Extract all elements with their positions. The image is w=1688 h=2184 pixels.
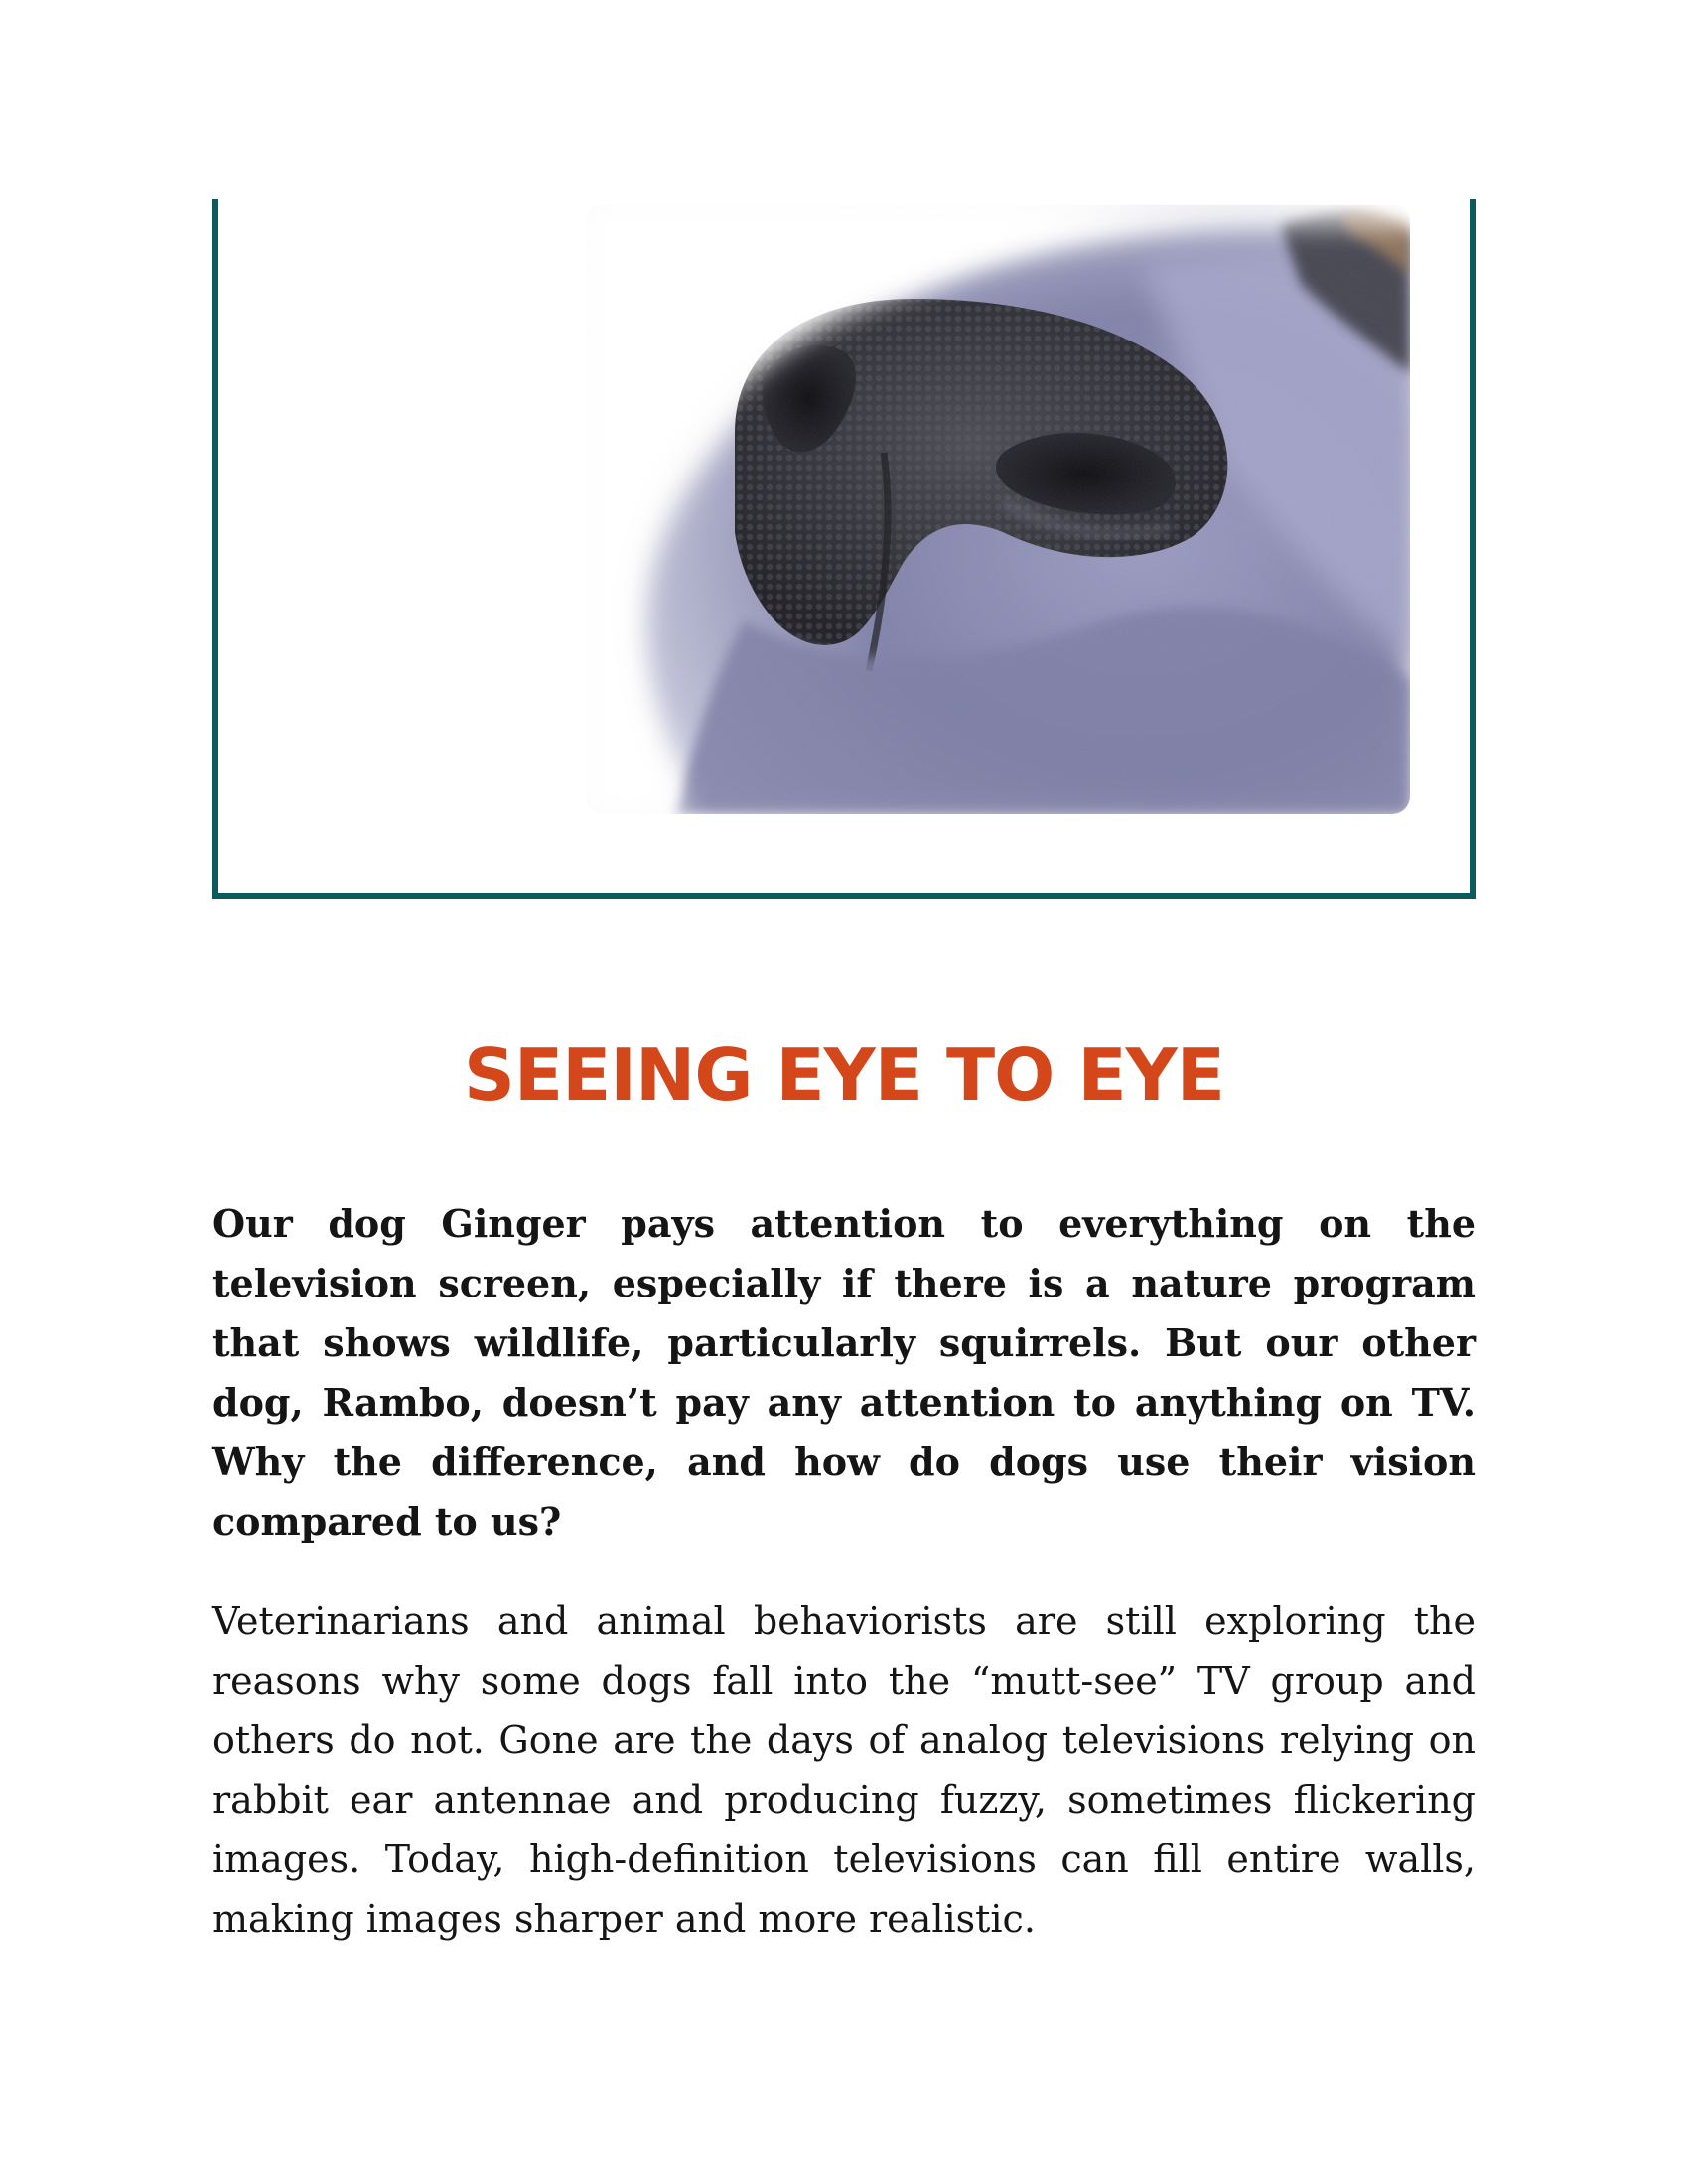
photo-frame: [212, 199, 1476, 899]
article-title: SEEING EYE TO EYE: [464, 1033, 1224, 1117]
article-lead-paragraph: Our dog Ginger pays attention to everything on the television screen, especially if there is a nature program that shows wildlife, particularly squirrels. But our other dog, Rambo, doesn’t pay any attention to anything on TV. Why the difference, and how do dogs use their vision compared to us?: [212, 1201, 1476, 1544]
article-body-paragraph: Veterinarians and animal behaviorists are still exploring the reasons why some dogs fall into the “mutt-see” TV group and others do not. Gone are the days of analog televisions relying on rabbit ear antennae and producing fuzzy, sometimes flickering images. Today, high-definition televisions can fill entire walls, making images sharper and more realistic.: [212, 1599, 1476, 1941]
dog-nose-photo: [586, 205, 1410, 814]
